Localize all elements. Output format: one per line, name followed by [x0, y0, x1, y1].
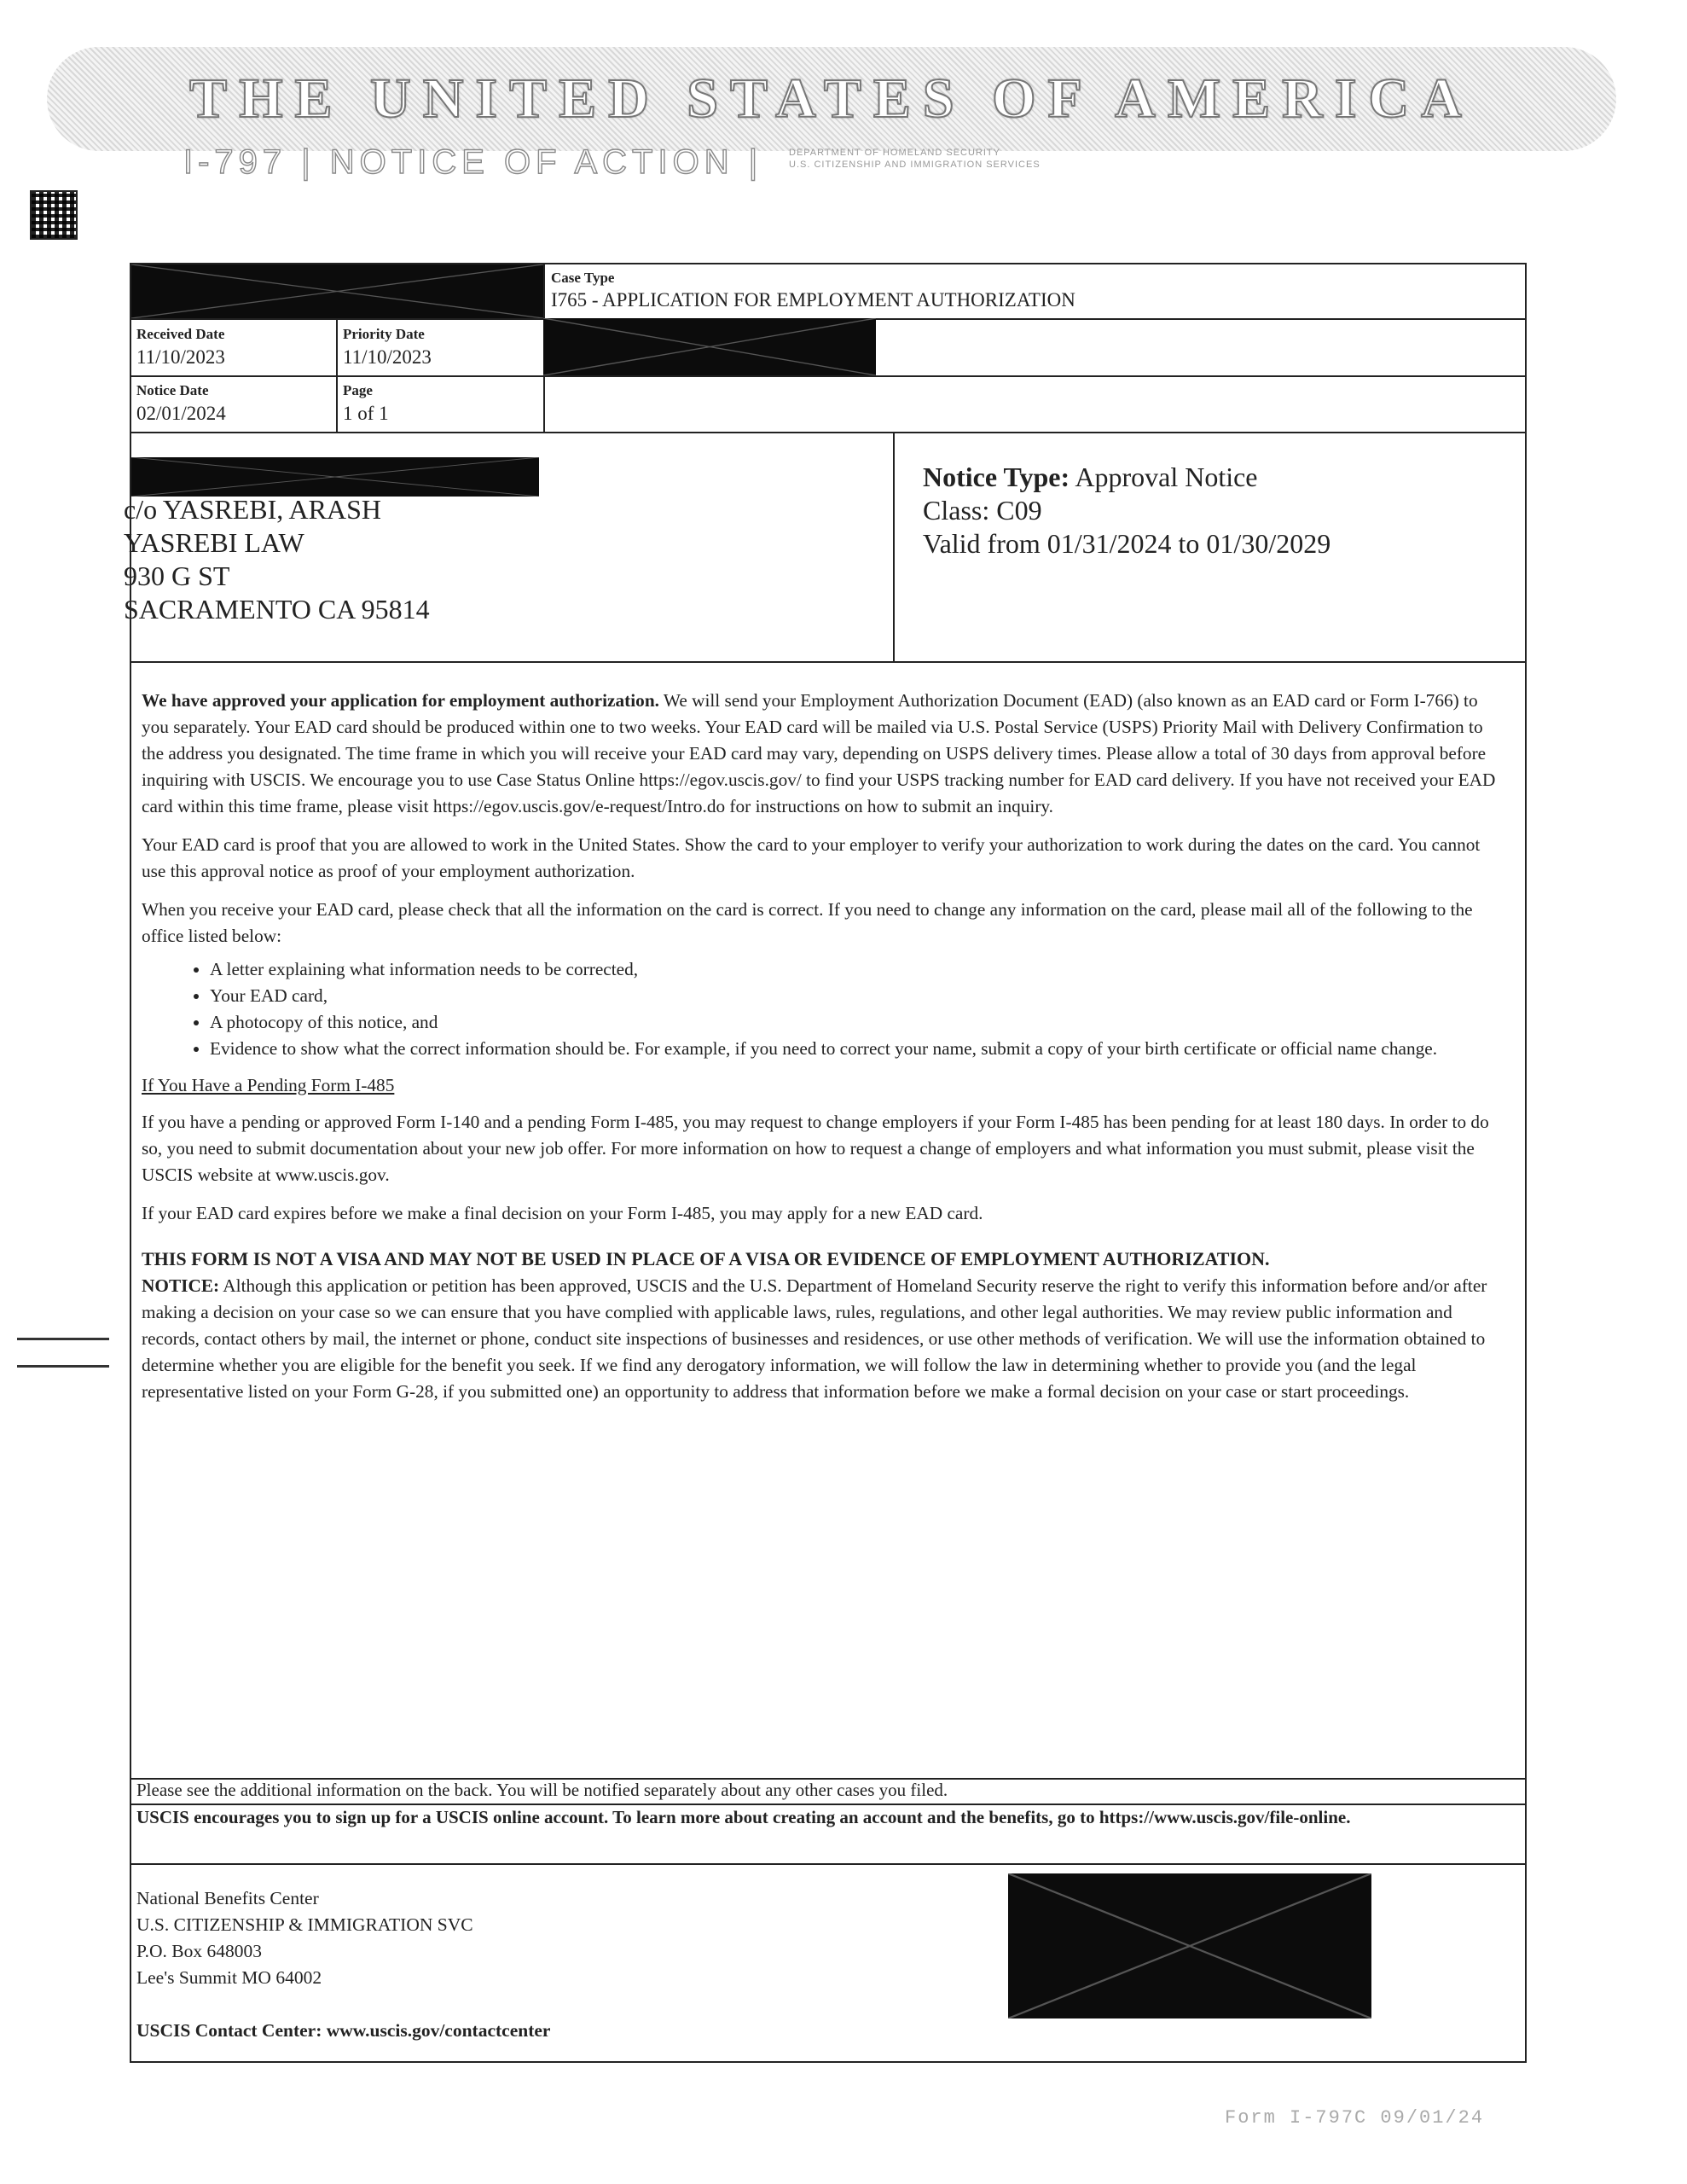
divider — [543, 264, 545, 318]
notice-type — [923, 461, 1330, 494]
department-line: DEPARTMENT OF HOMELAND SECURITY — [789, 148, 1000, 158]
office-line: P.O. Box 648003 — [136, 1941, 262, 1961]
case-type-label: Case Type — [551, 270, 615, 286]
redacted-uscis-number — [543, 318, 876, 375]
address-line: 930 G ST — [124, 561, 230, 591]
divider — [336, 318, 338, 432]
margin-mark — [17, 1338, 109, 1340]
list-item: • Your EAD card, — [210, 983, 1506, 1009]
notice-class: Class: C09 — [923, 495, 1042, 526]
paragraph — [142, 688, 1506, 820]
contact-center: USCIS Contact Center: www.uscis.gov/contactcenter — [136, 2020, 551, 2041]
header-banner — [47, 47, 1616, 151]
divider — [131, 1863, 1525, 1865]
notice-type-label: Notice Type: — [923, 462, 1070, 492]
not-a-visa-statement: THIS FORM IS NOT A VISA AND MAY NOT BE USED IN PLACE OF A VISA OR EVIDENCE OF EMPLOYMENT AUTHORIZATION. — [142, 1248, 1270, 1269]
notice-type-value: Approval Notice — [1075, 462, 1258, 492]
address-line: c/o YASREBI, ARASH — [124, 494, 381, 525]
list-item: • Evidence to show what the correct information should be. For example, if you need to correct your name, submit a copy of your birth certificate or official name change. — [210, 1036, 1506, 1062]
divider — [893, 432, 895, 661]
margin-mark — [17, 1365, 109, 1368]
divider — [131, 375, 1525, 377]
redacted-signature — [1008, 1873, 1371, 2018]
notice-date-label: Notice Date — [136, 382, 209, 398]
banner-text: THE UNITED STATES OF AMERICA — [189, 67, 1474, 130]
department-line: U.S. CITIZENSHIP AND IMMIGRATION SERVICES — [789, 160, 1041, 170]
list-item: • A letter explaining what information needs to be corrected, — [210, 956, 1506, 983]
paragraph: Your EAD card is proof that you are allowed to work in the United States. Show the card to your employer to verify your authorization to work during the dates on the card. You cannot use this approval notice as proof of your employment authorization. — [142, 834, 1481, 881]
department-name — [789, 147, 1041, 171]
divider — [131, 432, 1525, 433]
page-label: Page — [343, 382, 373, 398]
additional-info: Please see the additional information on the back. You will be notified separately about any other cases you filed. — [136, 1780, 948, 1800]
notice-body — [142, 688, 1506, 1405]
disclaimer — [142, 1246, 1506, 1405]
paragraph: If you have a pending or approved Form I-140 and a pending Form I-485, you may request to change employers if your Form I-485 has been pending for at least 180 days. In order to do so, you need to submit documentation about your new job offer. For more information on how to request a change of employers and what information you must submit, please visit the USCIS website at www.uscis.gov. — [142, 1112, 1489, 1185]
paragraph: If your EAD card expires before we make a final decision on your Form I-485, you may apply for a new EAD card. — [142, 1203, 983, 1223]
priority-date-value: 11/10/2023 — [343, 346, 432, 368]
section-heading: If You Have a Pending Form I-485 — [142, 1075, 395, 1095]
barcode-icon — [30, 190, 78, 240]
office-line: U.S. CITIZENSHIP & IMMIGRATION SVC — [136, 1914, 473, 1935]
notice-text: Although this application or petition has been approved, USCIS and the U.S. Department of Homeland Security reserve the right to verify this information before and/or after making a decision on your case so we can ensure that you have complied with applicable laws, rules, regulations, and other legal authorities. We may review public information and records, contact others by mail, the internet or phone, conduct site inspections of businesses and residences, or use other methods of verification. We will use the information obtained to determine whether you are eligible for the benefit you seek. If we find any derogatory information, we will follow the law in determining whether to provide you (and the legal representative listed on your Form G-28, if you submitted one) an opportunity to address that information before we make a formal decision on your case or start proceedings. — [142, 1275, 1487, 1402]
online-account-notice: USCIS encourages you to sign up for a USCIS online account. To learn more about creating an account and the benefits, go to https://www.uscis.gov/file-online. — [136, 1807, 1351, 1827]
paragraph: When you receive your EAD card, please check that all the information on the card is correct. If you need to change any information on the card, please mail all of the following to the office listed below: — [142, 899, 1473, 946]
address-line: YASREBI LAW — [124, 527, 304, 558]
office-address — [136, 1885, 473, 1991]
paragraph-text: We will send your Employment Authorization Document (EAD) (also known as an EAD card or Form I-766) to you separately. Your EAD card should be produced within one to two weeks. Your EAD card will be mailed via U.S. Postal Service (USPS) Priority Mail with Delivery Confirmation to the address you designated. The time frame in which you will receive your EAD card may vary, depending on USPS delivery times. Please allow a total of 30 days from approval before inquiring with USCIS. We encourage you to use Case Status Online https://egov.uscis.gov/ to find your USPS tracking number for EAD card delivery. If you have not received your EAD card within this time frame, please visit https://egov.uscis.gov/e-request/Intro.do for instructions on how to submit an inquiry. — [142, 690, 1496, 816]
notice-validity: Valid from 01/31/2024 to 01/30/2029 — [923, 528, 1331, 559]
page-value: 1 of 1 — [343, 403, 389, 424]
office-line: Lee's Summit MO 64002 — [136, 1967, 322, 1988]
correction-list — [142, 956, 1506, 1062]
form-title: I-797 | NOTICE OF ACTION | — [183, 143, 763, 181]
priority-date-label: Priority Date — [343, 326, 425, 342]
address-line: SACRAMENTO CA 95814 — [124, 594, 430, 624]
form-code: Form I-797C 09/01/24 — [1225, 2107, 1485, 2129]
redacted-receipt-number — [131, 264, 543, 318]
received-date-label: Received Date — [136, 326, 225, 342]
case-type-value: I765 - APPLICATION FOR EMPLOYMENT AUTHORIZATION — [551, 289, 1075, 311]
notice-date-value: 02/01/2024 — [136, 403, 226, 424]
approval-statement: We have approved your application for employment authorization. — [142, 690, 659, 711]
office-line: National Benefits Center — [136, 1888, 319, 1908]
notice-label: NOTICE: — [142, 1275, 220, 1296]
received-date-value: 11/10/2023 — [136, 346, 225, 368]
redacted-applicant-name — [131, 457, 539, 497]
mailing-address — [124, 493, 430, 626]
divider — [131, 661, 1525, 663]
list-item: • A photocopy of this notice, and — [210, 1009, 1506, 1036]
notice-type-block — [923, 461, 1330, 561]
